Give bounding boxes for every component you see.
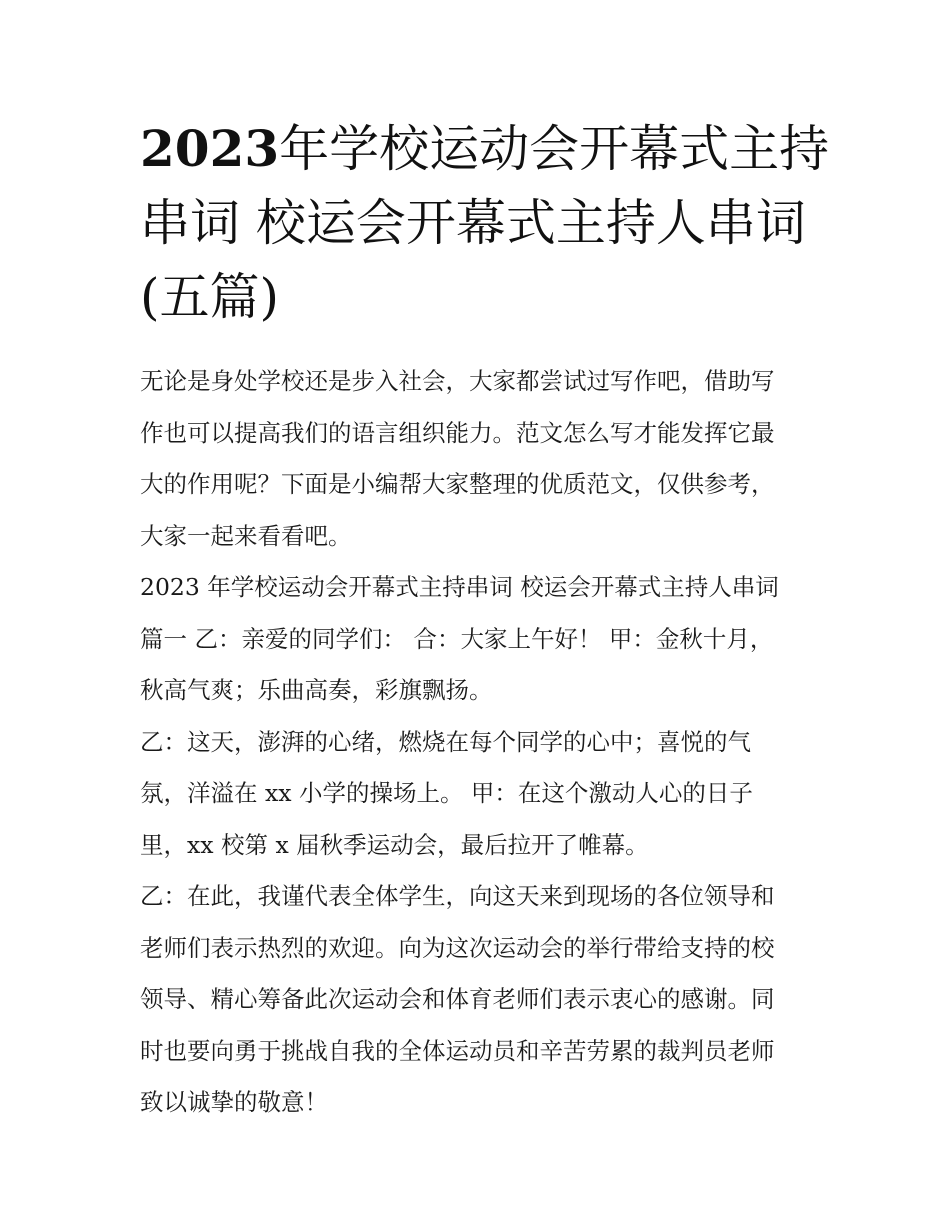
title-line bbox=[140, 112, 830, 186]
body-line: 里，xx 校第 x 届秋季运动会，最后拉开了帷幕。 bbox=[140, 830, 649, 859]
body-line: 老师们表示热烈的欢迎。向为这次运动会的举行带给支持的校 bbox=[140, 933, 775, 962]
body-line: 作也可以提高我们的语言组织能力。范文怎么写才能发挥它最 bbox=[140, 418, 775, 447]
body-line: 大家一起来看看吧。 bbox=[140, 521, 352, 550]
body-line: 乙：在此，我谨代表全体学生，向这天来到现场的各位领导和 bbox=[140, 882, 775, 910]
body-line: 无论是身处学校还是步入社会，大家都尝试过写作吧，借助写 bbox=[140, 367, 775, 395]
body-line: 大的作用呢？下面是小编帮大家整理的优质范文，仅供参考， bbox=[140, 470, 775, 498]
title-year: 2023 bbox=[140, 119, 280, 178]
body-line: 氛，洋溢在 xx 小学的操场上。 甲：在这个激动人心的日子 bbox=[140, 779, 753, 807]
title-text: 串词 校运会开幕式主持人串词 bbox=[140, 194, 806, 252]
title-line bbox=[140, 260, 830, 334]
document-title bbox=[140, 112, 830, 334]
body-line: 秋高气爽；乐曲高奏，彩旗飘扬。 bbox=[140, 676, 493, 704]
document-body bbox=[140, 356, 830, 1129]
body-line: 乙：这天，澎湃的心绪，燃烧在每个同学的心中；喜悦的气 bbox=[140, 727, 751, 756]
body-line: 领导、精心筹备此次运动会和体育老师们表示衷心的感谢。同 bbox=[140, 985, 775, 1013]
body-line: 时也要向勇于挑战自我的全体运动员和辛苦劳累的裁判员老师 bbox=[140, 1036, 775, 1065]
title-text: (五篇) bbox=[140, 268, 280, 326]
title-text: 年学校运动会开幕式主持 bbox=[279, 120, 830, 178]
body-line: 致以诚挚的敬意！ bbox=[140, 1088, 328, 1116]
title-line bbox=[140, 186, 830, 260]
body-line: 篇一 乙：亲爱的同学们： 合：大家上午好！ 甲：金秋十月， bbox=[140, 624, 774, 653]
body-line: 2023 年学校运动会开幕式主持串词 校运会开幕式主持人串词 bbox=[140, 573, 779, 601]
